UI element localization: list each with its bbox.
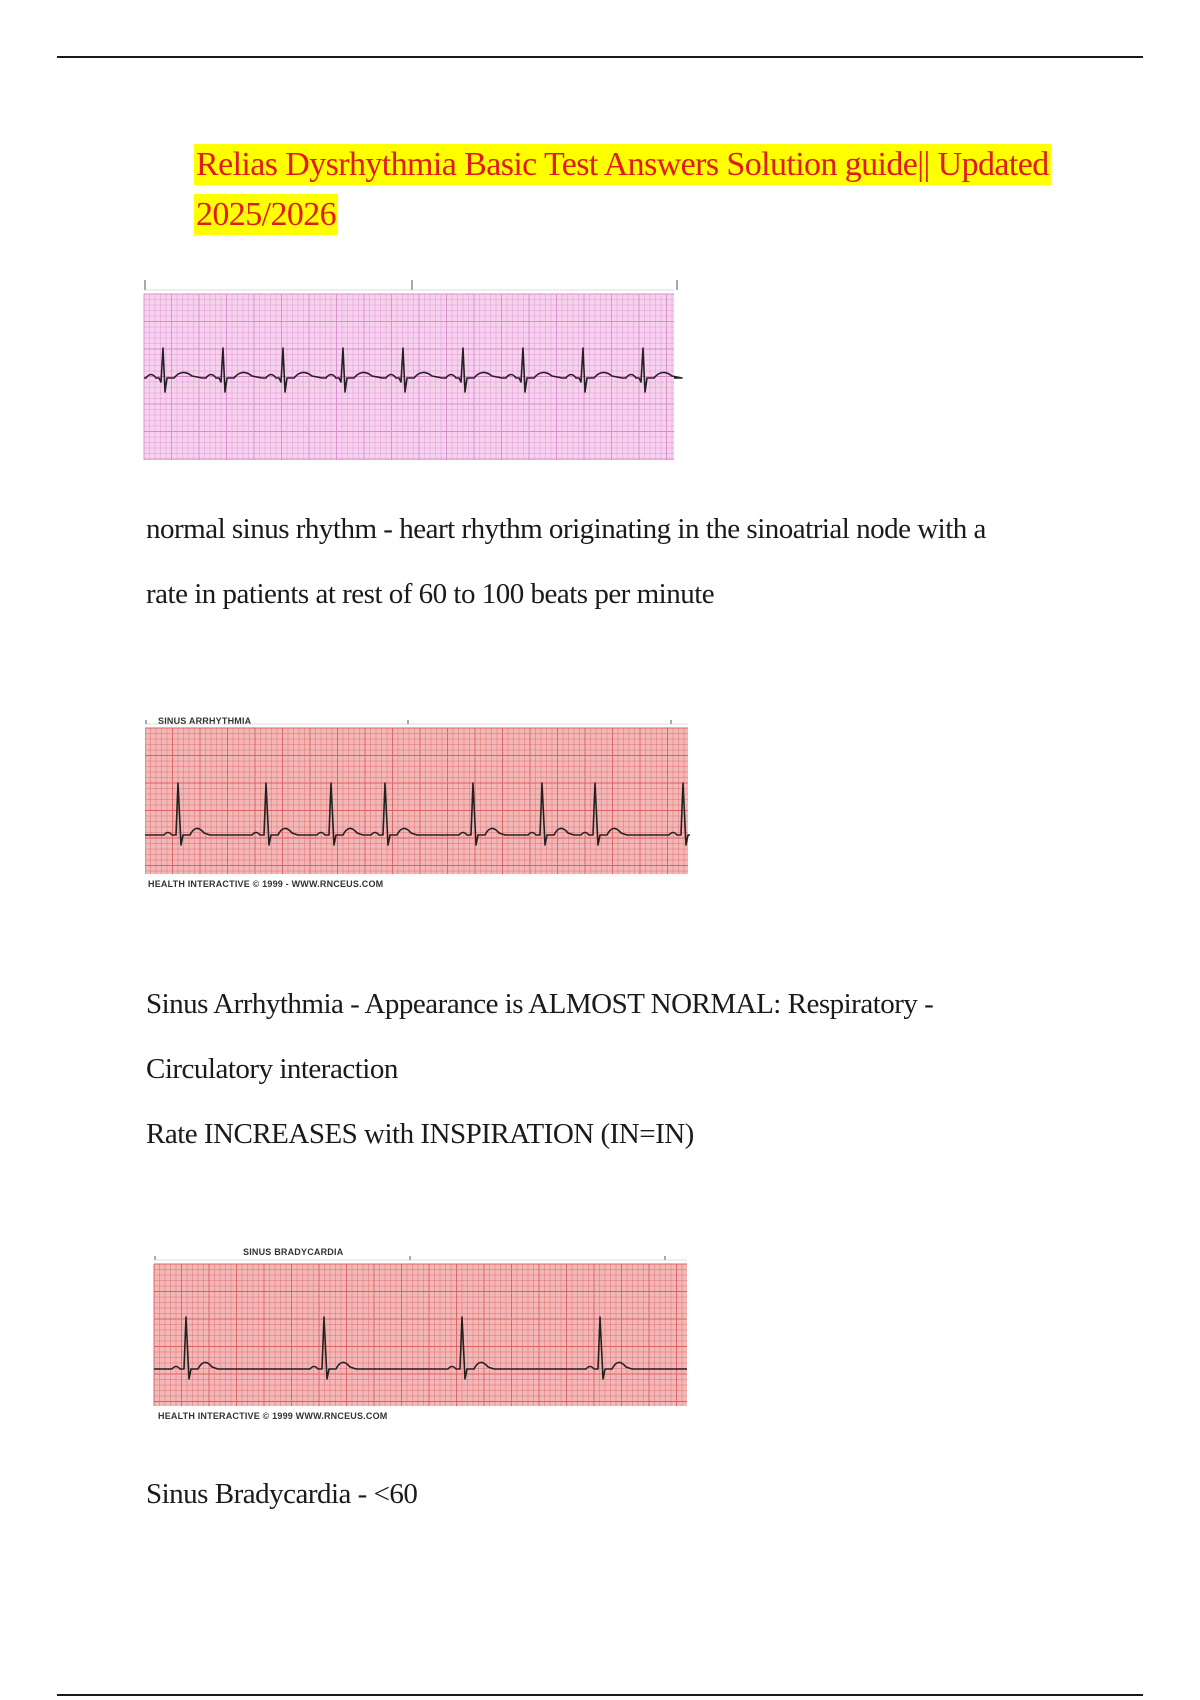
- strip-footer: HEALTH INTERACTIVE © 1999 WWW.RNCEUS.COM: [158, 1411, 388, 1421]
- ecg-strip-sinus-bradycardia: [150, 1256, 690, 1411]
- page-title: [194, 140, 1094, 240]
- top-rule: [57, 56, 1143, 58]
- strip-label: SINUS BRADYCARDIA: [243, 1247, 344, 1257]
- strip-footer: HEALTH INTERACTIVE © 1999 - WWW.RNCEUS.COM: [148, 879, 384, 889]
- definition-line: Sinus Arrhythmia - Appearance is ALMOST NORMAL: Respiratory -: [146, 988, 934, 1020]
- definition-normal-sinus-rhythm: [146, 497, 1106, 627]
- ecg-strip-normal-sinus-rhythm: [140, 270, 685, 465]
- bottom-rule: [57, 1694, 1143, 1696]
- ecg-strip-sinus-arrhythmia: [145, 720, 690, 876]
- definition-line: normal sinus rhythm - heart rhythm originating in the sinoatrial node with a: [146, 513, 986, 545]
- definition-sinus-bradycardia: [146, 1462, 1106, 1527]
- definition-line: rate in patients at rest of 60 to 100 beats per minute: [146, 578, 715, 610]
- definition-line: Sinus Bradycardia - <60: [146, 1478, 418, 1510]
- title-highlight: Relias Dysrhythmia Basic Test Answers Solution guide|| Updated 2025/2026: [196, 146, 1049, 233]
- strip-label: SINUS ARRHYTHMIA: [158, 716, 252, 726]
- definition-line: Rate INCREASES with INSPIRATION (IN=IN): [146, 1118, 694, 1150]
- strip-background: [154, 1264, 687, 1406]
- definition-sinus-arrhythmia: [146, 972, 1106, 1167]
- definition-line: Circulatory interaction: [146, 1053, 398, 1085]
